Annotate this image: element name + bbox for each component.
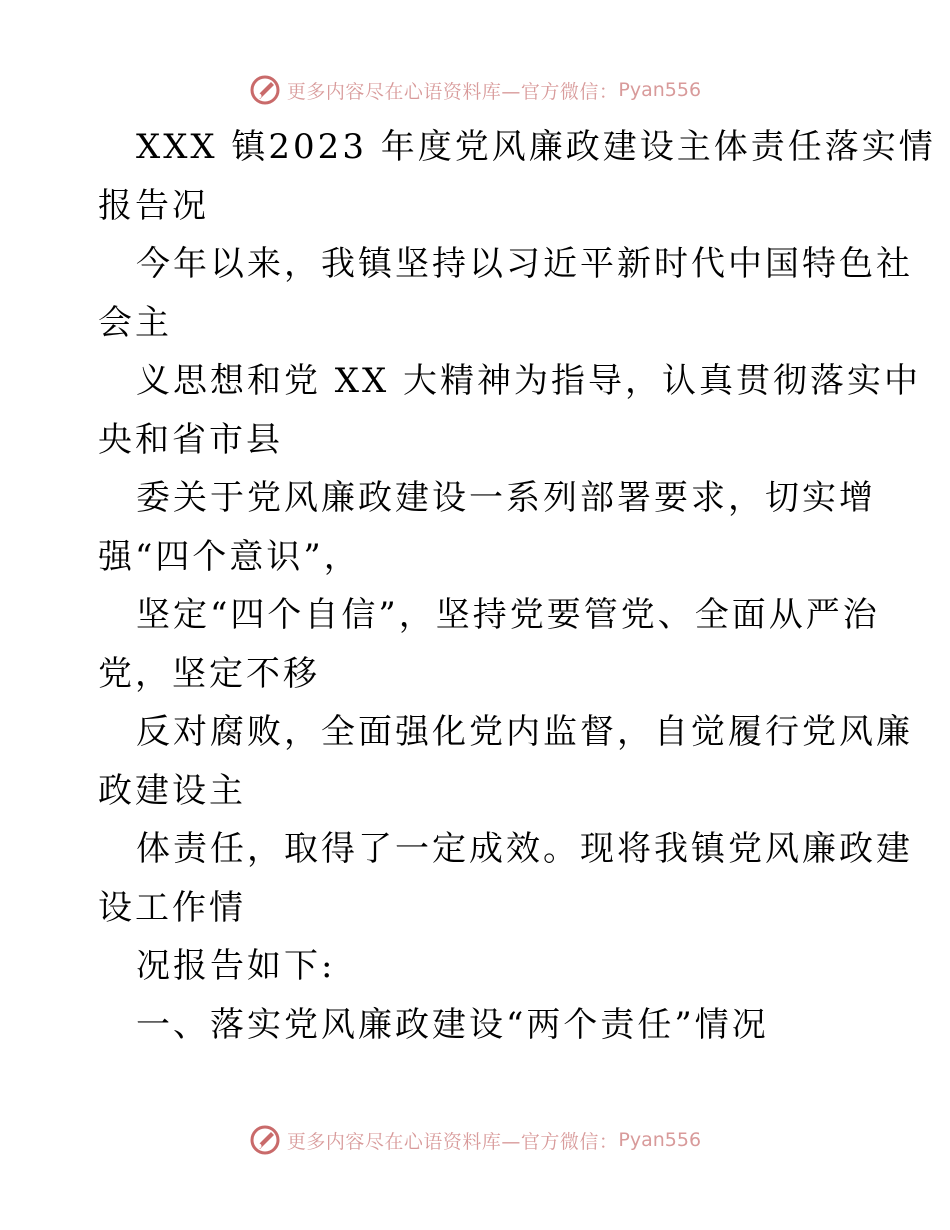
watermark-text: 更多内容尽在心语资料库—官方微信： — [286, 80, 619, 103]
section-heading: 一、落实党风廉政建设“两个责任”情况 — [136, 1004, 769, 1045]
paragraph-line: 反对腐败，全面强化党内监督，自觉履行党风廉 — [136, 712, 913, 752]
watermark-logo-icon — [249, 1124, 281, 1156]
watermark-header — [0, 70, 950, 110]
paragraph-line: 会主 — [98, 302, 172, 343]
paragraph-line: 体责任，取得了一定成效。现将我镇党风廉政建 — [136, 829, 913, 869]
paragraph-line: 强“四个意识”， — [98, 536, 361, 577]
watermark-text: 更多内容尽在心语资料库—官方微信： — [286, 1130, 619, 1153]
document-body — [98, 118, 936, 1054]
title-line: 报告况 — [98, 185, 209, 226]
paragraph-line: 委关于党风廉政建设一系列部署要求，切实增 — [136, 478, 876, 518]
watermark-footer — [0, 1120, 950, 1160]
title-line: XXX 镇2023 年度党风廉政建设主体责任落实情 — [136, 127, 936, 167]
paragraph-line: 今年以来，我镇坚持以习近平新时代中国特色社 — [136, 244, 913, 284]
paragraph-line: 央和省市县 — [98, 419, 283, 460]
paragraph-line: 政建设主 — [98, 770, 246, 811]
watermark-logo-icon — [249, 74, 281, 106]
paragraph-line: 义思想和党 XX 大精神为指导，认真贯彻落实中 — [136, 361, 922, 401]
paragraph-line: 党，坚定不移 — [98, 653, 320, 694]
watermark-wechat-id: Pyan556 — [618, 79, 702, 101]
watermark-wechat-id: Pyan556 — [618, 1129, 702, 1151]
paragraph-line: 设工作情 — [98, 887, 246, 928]
paragraph-line: 坚定“四个自信”，坚持党要管党、全面从严治 — [136, 595, 880, 635]
paragraph-line: 况报告如下: — [136, 946, 336, 986]
